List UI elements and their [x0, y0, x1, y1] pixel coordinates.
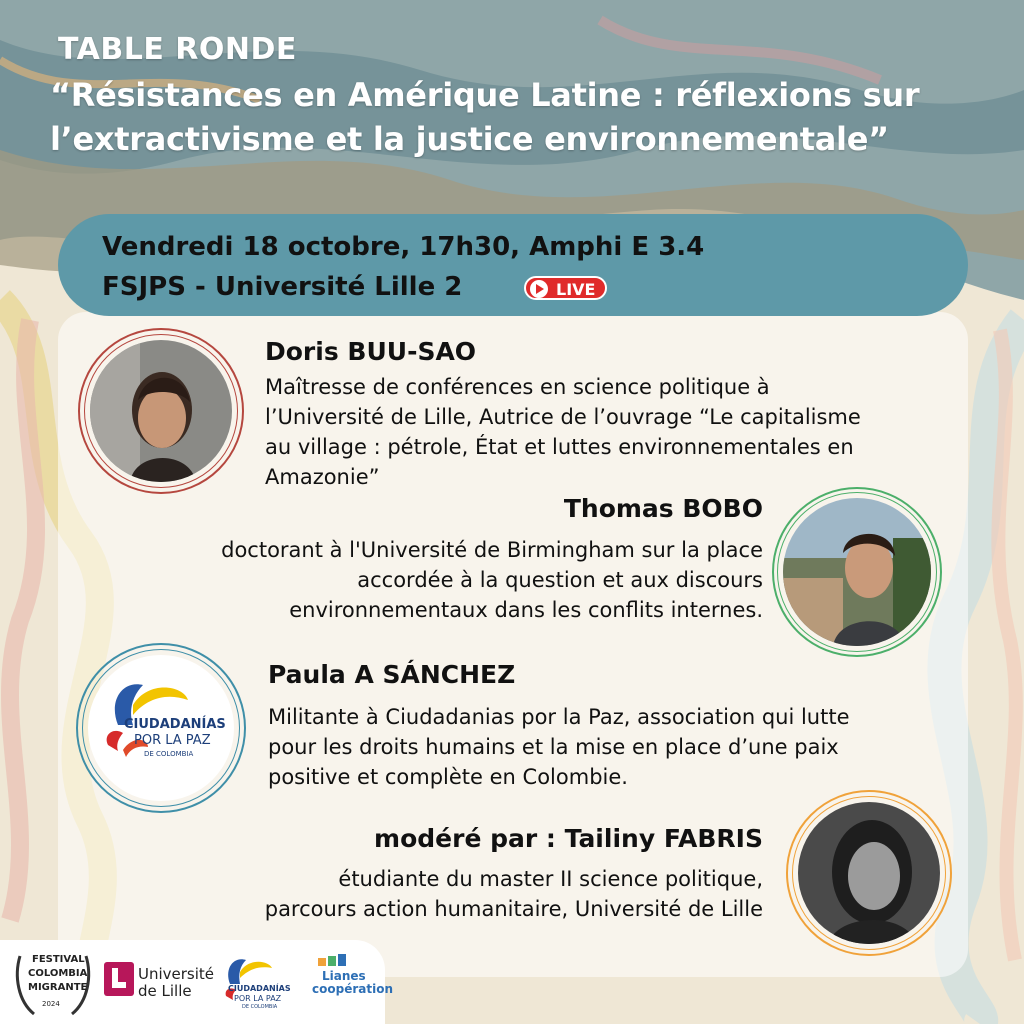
- desc-line: l’Université de Lille, Autrice de l’ouvrage “Le capitalisme: [265, 405, 861, 429]
- event-title-line2: l’extractivisme et la justice environnementale”: [50, 120, 889, 158]
- date-time-location: Vendredi 18 octobre, 17h30, Amphi E 3.4: [102, 232, 705, 262]
- avatar-thomas: [783, 498, 931, 646]
- lianes-line2: coopération: [312, 982, 393, 996]
- universite-de-lille-logo: [104, 962, 134, 996]
- lianes-cooperation-label: [312, 970, 393, 996]
- speaker-desc-paula: [268, 702, 968, 792]
- festival-line4: 2024: [42, 1000, 60, 1008]
- universite-de-lille-label: [138, 966, 214, 1000]
- speaker-desc-doris: [265, 372, 965, 492]
- speaker-desc-thomas: [100, 535, 763, 625]
- moderator-desc: [150, 864, 763, 924]
- moderator-name: modéré par : Tailiny FABRIS: [374, 824, 763, 853]
- event-title-line1: “Résistances en Amérique Latine : réflexions sur: [50, 76, 920, 114]
- speaker-name-paula: Paula A SÁNCHEZ: [268, 660, 516, 689]
- play-icon: [530, 280, 548, 298]
- event-kicker: TABLE RONDE: [58, 32, 297, 67]
- festival-line1: FESTIVAL: [32, 954, 85, 965]
- desc-line: étudiante du master II science politique,: [338, 867, 763, 891]
- avatar-doris: [90, 340, 232, 482]
- desc-line: Maîtresse de conférences en science politique à: [265, 375, 770, 399]
- ciudadanias-line3: DE COLOMBIA: [144, 750, 194, 758]
- universite-line1: Université: [138, 965, 215, 983]
- avatar-tailiny: [798, 802, 940, 944]
- ciudadanias-small-line2: POR LA PAZ: [234, 994, 282, 1003]
- desc-line: parcours action humanitaire, Université de Lille: [264, 897, 763, 921]
- title-block: [50, 32, 1020, 161]
- festival-line3: MIGRANTE: [28, 982, 88, 993]
- desc-line: doctorant à l'Université de Birmingham sur la place: [221, 538, 763, 562]
- live-badge[interactable]: [524, 276, 607, 300]
- festival-line2: COLOMBIA: [28, 968, 88, 979]
- universite-line2: de Lille: [138, 982, 192, 1000]
- speaker-name-doris: Doris BUU-SAO: [265, 337, 477, 366]
- event-title: [50, 73, 1020, 161]
- desc-line: environnementaux dans les conflits internes.: [289, 598, 763, 622]
- ciudadanias-small-line1: CIUDADANÍAS: [228, 984, 291, 993]
- desc-line: au village : pétrole, État et luttes environnementales en: [265, 435, 854, 459]
- ciudadanias-logo: [88, 655, 234, 801]
- ciudadanias-line1: CIUDADANÍAS: [124, 717, 226, 732]
- partner-logos-bar: [0, 940, 393, 1024]
- lianes-line1: Lianes: [322, 969, 366, 983]
- desc-line: pour les droits humains et la mise en place d’une paix: [268, 735, 839, 759]
- desc-line: accordée à la question et aux discours: [357, 568, 763, 592]
- desc-line: positive et complète en Colombie.: [268, 765, 628, 789]
- live-label: LIVE: [556, 280, 596, 299]
- speaker-name-thomas: Thomas BOBO: [563, 494, 763, 523]
- festival-colombia-migrante-logo: [12, 946, 94, 1020]
- venue: FSJPS - Université Lille 2: [102, 272, 463, 302]
- desc-line: Militante à Ciudadanias por la Paz, association qui lutte: [268, 705, 850, 729]
- universite-glyph-base: [112, 982, 126, 988]
- ciudadanias-line2: POR LA PAZ: [134, 733, 211, 748]
- lianes-cooperation-icon: [318, 954, 358, 970]
- desc-line: Amazonie”: [265, 465, 380, 489]
- date-banner: [58, 214, 968, 316]
- ciudadanias-small-logo: [218, 948, 302, 1018]
- ciudadanias-small-line3: DE COLOMBIA: [242, 1004, 278, 1010]
